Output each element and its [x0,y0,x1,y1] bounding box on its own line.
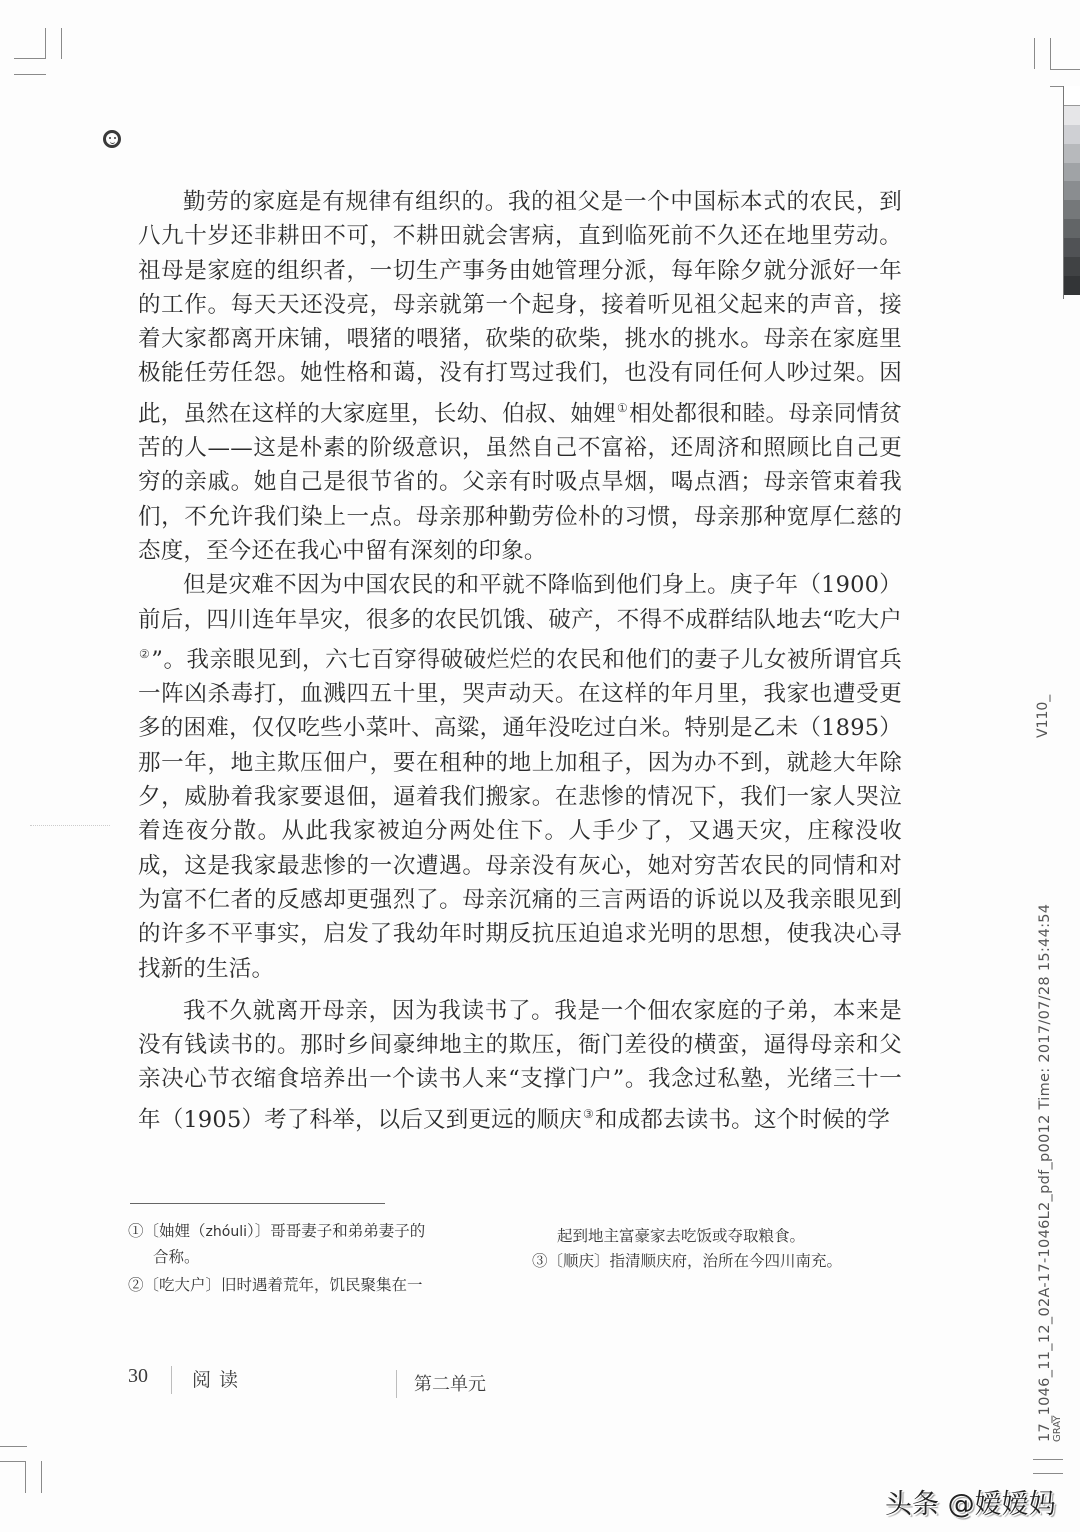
gray-swatch [1064,257,1080,276]
gray-swatch [1064,86,1080,106]
crop-mark-top-left-v2 [61,28,62,59]
crop-mark-bottom-left-h2 [0,1461,26,1462]
gray-swatch [1064,276,1080,295]
crop-mark-top-right-v2 [1050,38,1051,69]
gray-swatch [1064,181,1080,200]
crop-mark-top-left-h [14,58,46,59]
gray-swatch [1064,238,1080,257]
footnote-text: 哥哥妻子和弟弟妻子的 [270,1222,426,1240]
footnote-term: 〔顺庆〕 [547,1252,610,1270]
unit-label: 第二单元 [414,1374,486,1395]
color-mode-label: GRAY [1052,1415,1063,1442]
paragraph-text: ”。我亲眼见到，六七百穿得破破烂烂的农民和他们的妻子儿女被所谓官兵一阵凶杀毒打，血溅四五十里，哭声动天。在这样的年月里，我家也遭受更多的困难，仅仅吃些小菜叶、高粱，通年没吃过白米。特别是乙未（1895）那一年，地主欺压佃户，要在租种的地上加租子，因为办不到，就趁大年除夕，威胁着我家要退佃，逼着我们搬家。在悲惨的情况下，我们一家人哭泣着连夜分散。从此我家被迫分两处住下。人手少了，又遇天灾，庄稼没收成，这是我家最悲惨的一次遭遇。母亲没有灰心，她对穷苦农民的同情和对为富不仁者的反感却更强烈了。母亲沉痛的三言两语的诉说以及我亲眼见到的许多不平事实，启发了我幼年时期反抗压迫追求光明的思想，使我决心寻找新的生活。 [138,646,902,982]
footnote-divider [130,1203,385,1204]
gray-swatch [1064,125,1080,144]
paragraph-text: 但是灾难不因为中国农民的和平就不降临到他们身上。庚子年（1900）前后，四川连年旱灾，很多的农民饥饿、破产，不得不成群结队地去“吃大户 [138,572,902,633]
footnotes-column-left [128,1219,468,1298]
footnote-1-continued: 合称。 [153,1248,200,1266]
paragraph-1 [138,185,902,568]
crop-mark-bottom-left-v2 [41,1461,42,1493]
footnote-ref-2[interactable]: ② [139,646,151,661]
footnote-pinyin: zhóuli [205,1224,247,1240]
footnote-mark: ① [128,1222,144,1240]
paragraph-3 [138,994,902,1137]
crop-mark-top-right-v [1034,38,1035,69]
gray-swatch [1064,163,1080,182]
footnote-1 [128,1219,468,1245]
scan-artifact [30,825,110,827]
crop-mark-top-right-h [1050,69,1080,70]
watermark: 头条 @嫒嫒妈 [885,1489,1056,1520]
section-label: 阅读 [192,1369,247,1391]
paragraph-text: 勤劳的家庭是有规律有组织的。我的祖父是一个中国标本式的农民，到八九十岁还非耕田不可，不耕田就会害病，直到临死前不久还在地里劳动。祖母是家庭的组织者，一切生产事务由她管理分派，每年除夕就分派好一年的工作。每天天还没亮，母亲就第一个起身，接着听见祖父起来的声音，接着大家都离开床铺，喂猪的喂猪，砍柴的砍柴，挑水的挑水。母亲在家庭里极能任劳任怨。她性格和蔼，没有打骂过我们，也没有同任何人吵过架。因此，虽然在这样的大家庭里，长幼、伯叔、妯娌 [138,189,902,427]
footnote-mark: ③ [532,1252,548,1270]
page-number: 30 [128,1365,148,1387]
paragraph-text: 相处都很和睦。母亲同情贫苦的人——这是朴素的阶级意识，虽然自己不富裕，还周济和照顾比自己更穷的亲戚。她自己是很节省的。父亲有时吸点旱烟，喝点酒；母亲管束着我们，不允许我们染上一点。母亲那种勤劳俭朴的习惯，母亲那种宽厚仁慈的态度，至今还在我心中留有深刻的印象。 [138,400,903,564]
crop-mark-top-left-v [45,28,46,59]
gray-swatch [1064,144,1080,163]
gray-swatch [1064,200,1080,219]
gray-swatch [1064,219,1080,238]
smiley-icon [103,130,121,148]
folio-divider [171,1366,172,1394]
crop-mark-bottom-left-h [0,1446,27,1447]
crop-mark-bottom-right-h2 [1033,1473,1063,1474]
footnote-term: 〔吃大户〕 [143,1276,222,1294]
paragraph-text: 我不久就离开母亲，因为我读书了。我是一个佃农家庭的子弟，本来是没有钱读书的。那时乡间豪绅地主的欺压，衙门差役的横蛮，逼得母亲和父亲决心节衣缩食培养出一个读书人来“支撑门户”。我念过私塾，光绪三十一年（1905）考了科举，以后又到更远的顺庆 [138,997,902,1133]
paragraph-text: 和成都去读书。这个时候的学 [594,1106,891,1133]
folio-divider [396,1370,397,1398]
footnote-term: ）〕 [246,1222,271,1240]
print-timestamp: 17_1046_11_12_02A-17-1046L2_pdf_p0012 Time: 2017/07/28 15:44:54 [1037,903,1053,1442]
gray-swatch [1064,106,1080,125]
version-code: V110_ [1035,694,1051,738]
footnote-ref-3[interactable]: ③ [582,1106,594,1121]
footnote-text: 旧时遇着荒年，饥民聚集在一 [221,1276,423,1294]
footnote-ref-1[interactable]: ① [616,400,628,415]
footnote-term: 〔妯娌（ [143,1222,206,1240]
crop-mark-top-left-h2 [14,74,46,75]
gray-scale-calibration-strip [1063,86,1080,299]
footnote-mark: ② [128,1276,144,1294]
crop-mark-bottom-left-v [25,1461,26,1493]
footnote-text: 指清顺庆府，治所在今四川南充。 [609,1252,843,1270]
paragraph-2 [138,568,902,986]
footnote-3 [532,1249,892,1274]
footnotes-column-right [532,1224,892,1274]
footnote-2-continued: 起到地主富豪家去吃饭或夺取粮食。 [557,1227,806,1245]
article-body [138,185,902,1137]
footnote-2 [128,1273,468,1298]
crop-mark-bottom-right-h [1033,1459,1063,1460]
